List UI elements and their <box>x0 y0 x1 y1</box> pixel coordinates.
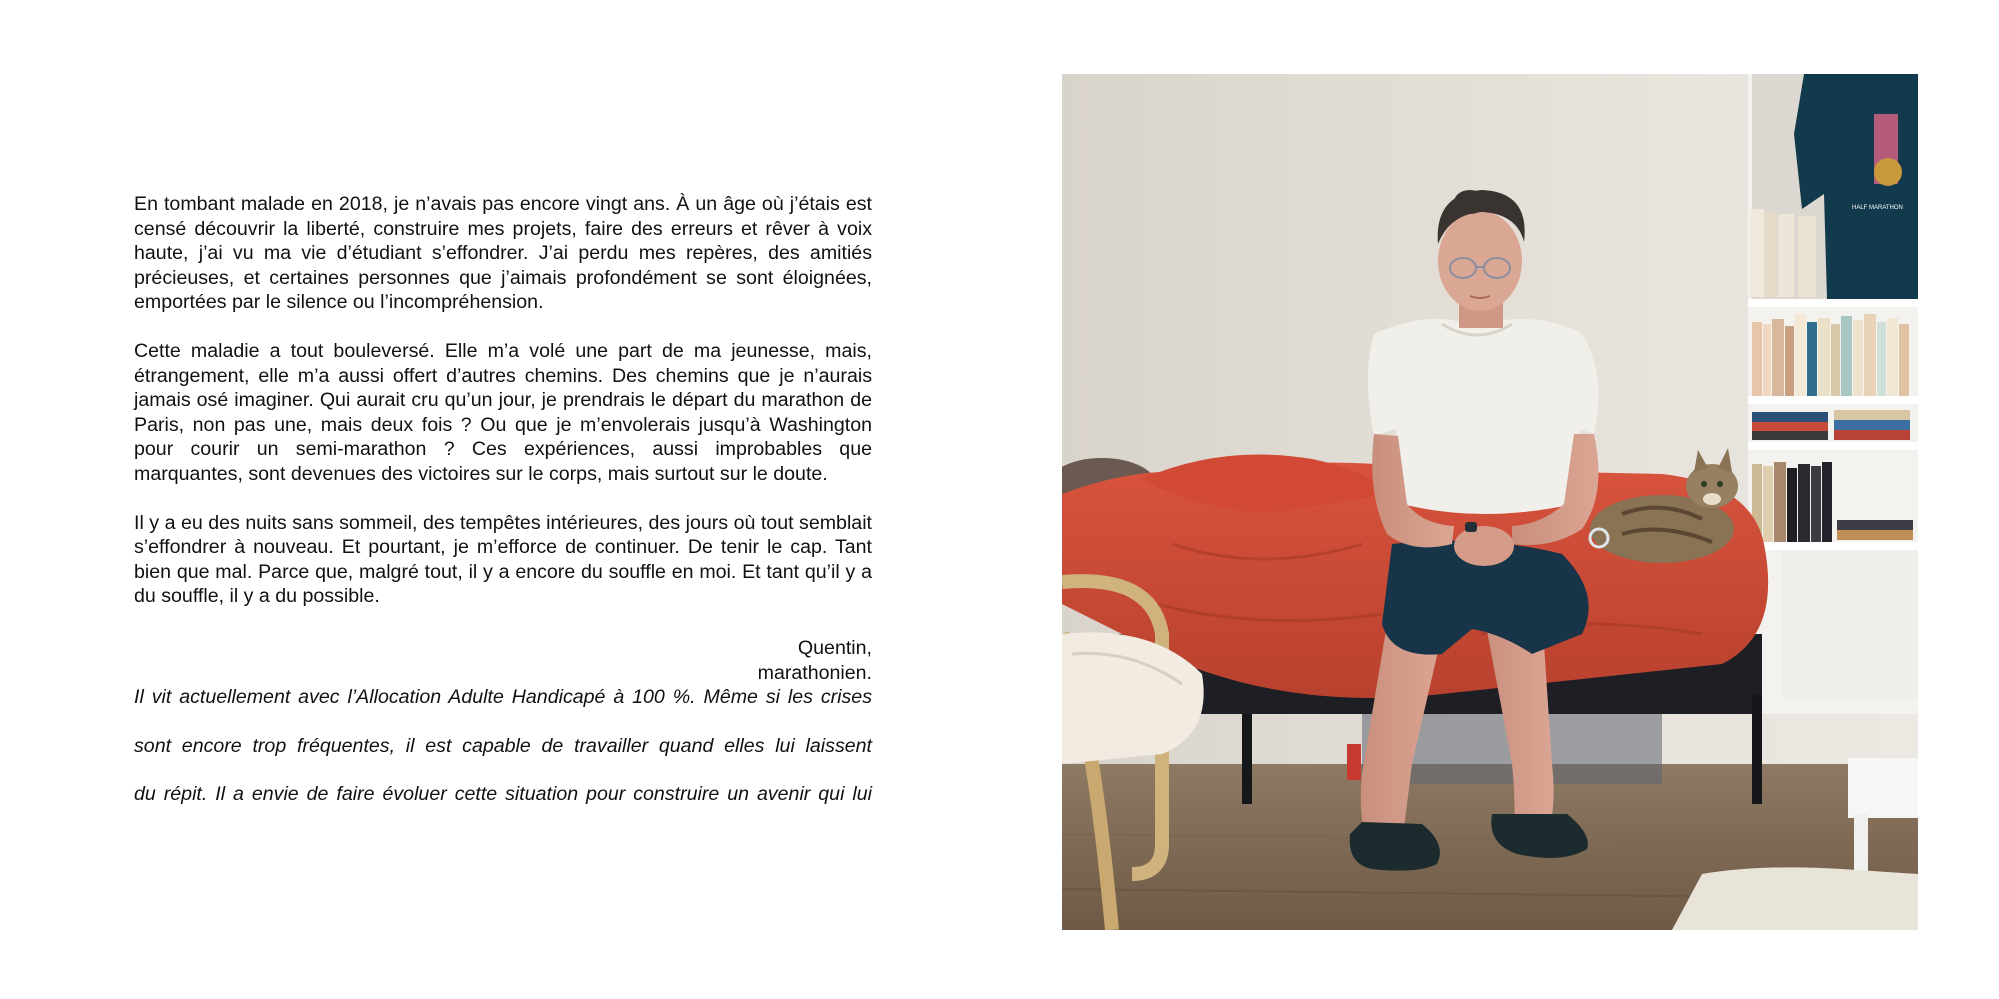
signature-name: Quentin, <box>797 636 872 659</box>
caption-line-3: du répit. Il a envie de faire évoluer cette situation pour construire un avenir qui lui <box>134 783 872 806</box>
caption <box>134 685 872 807</box>
portrait-photo <box>1062 74 1918 930</box>
paragraph-3: Il y a eu des nuits sans sommeil, des tempêtes intérieures, des jours où tout semblait s’effondrer à nouveau. Et pourtant, je m’efforce de continuer. De tenir le cap. Tant bien que mal. Parce que, malgré tout, il y a encore du souffle en moi. Et tant qu’il y a du souffle, il y a du possible. <box>134 511 872 608</box>
signature-role: marathonien. <box>757 661 872 684</box>
signature <box>134 636 872 685</box>
head <box>1438 211 1522 311</box>
paragraph-1: En tombant malade en 2018, je n’avais pas encore vingt ans. À un âge où j’étais est censé découvrir la liberté, construire mes projets, faire des erreurs et rêver à voix haute, j’ai vu ma vie d’étudiant s’effondrer. J’ai perdu mes repères, des amitiés précieuses, et certaines personnes que j’aimais profondément se sont éloignées, emportées par le silence ou l’incompréhension. <box>134 193 872 314</box>
left-sandal <box>1350 822 1440 871</box>
testimony-text <box>134 192 872 831</box>
paragraph-2: Cette maladie a tout bouleversé. Elle m’a volé une part de ma jeunesse, mais, étrangement, elle m’a aussi offert d’autres chemins. Des chemins que je n’aurais jamais osé imaginer. Qui aurait cru qu’un jour, je prendrais le départ du marathon de Paris, non pas une, mais deux fois ? Ou que je m’envolerais jusqu’à Washington pour courir un semi-marathon ? Ces expériences, aussi improbables que marquantes, sont devenues des victoires sur le corps, mais surtout sur le doute. <box>134 339 872 485</box>
caption-line-2: sont encore trop fréquentes, il est capable de travailler quand elles lui laissent <box>134 734 872 757</box>
caption-line-1: Il vit actuellement avec l’Allocation Adulte Handicapé à 100 %. Même si les crises <box>134 686 872 709</box>
shirt-text: HALF MARATHON <box>1852 205 1903 211</box>
